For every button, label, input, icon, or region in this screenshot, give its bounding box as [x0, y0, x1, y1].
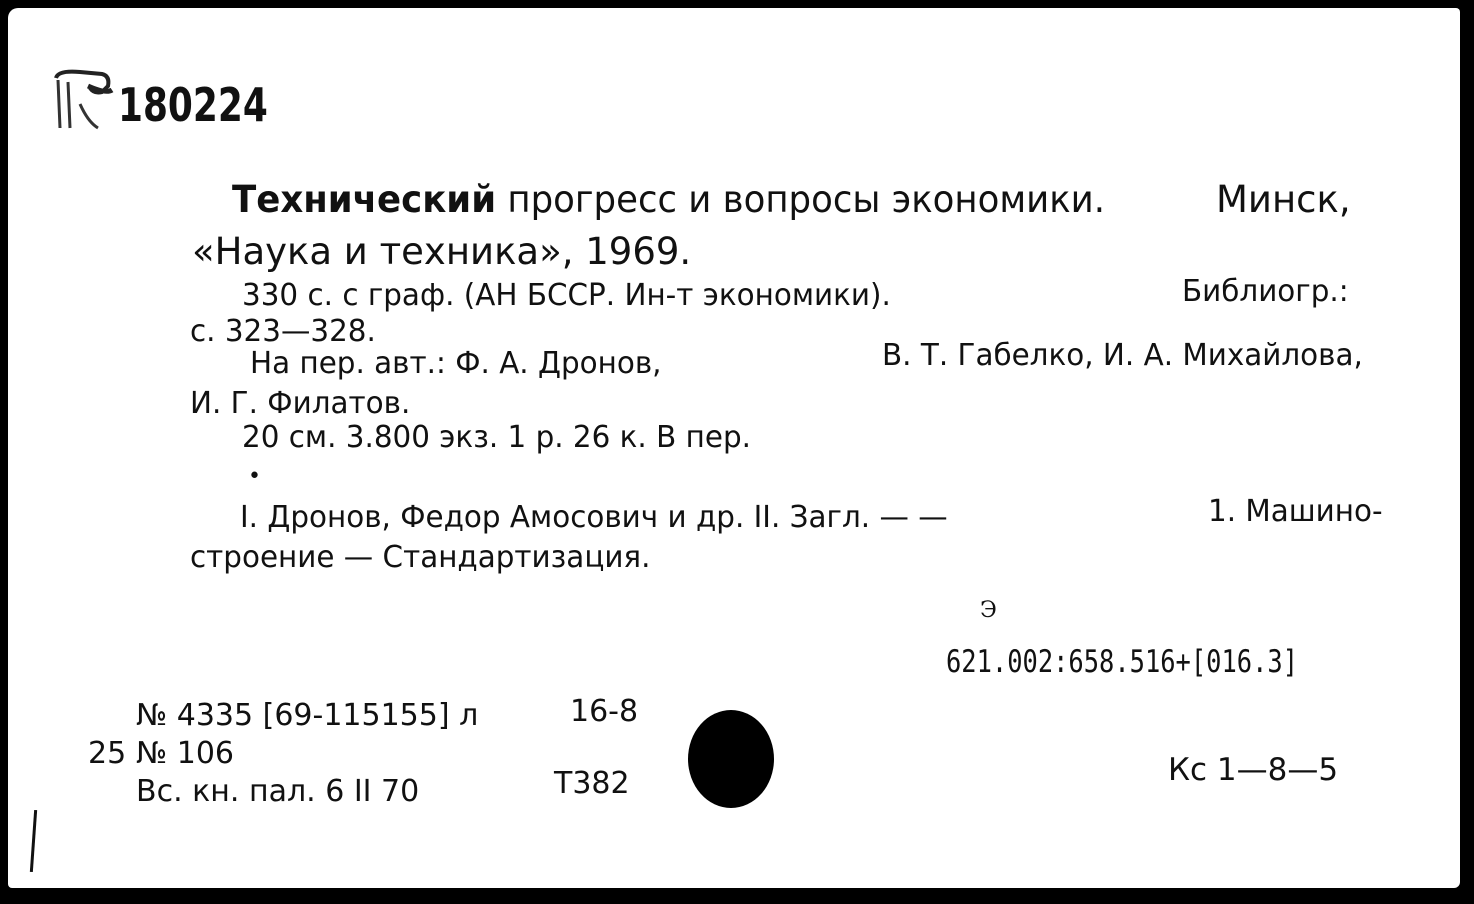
pencil-mark [30, 810, 37, 872]
city: Минск, [1216, 178, 1351, 221]
catalog-card [8, 8, 1460, 888]
udc-code: 621.002:658.516+[016.3] [946, 644, 1298, 680]
copies-count: 25 [88, 736, 127, 771]
register-line: Вс. кн. пал. 6 II 70 [136, 774, 420, 809]
stamp-frame-icon [50, 64, 120, 140]
handwritten-mark: Э [980, 598, 997, 623]
publisher-year: «Наука и техника», 1969. [192, 230, 692, 273]
separator-dot: • [248, 464, 261, 489]
title-bold: Технический [232, 178, 497, 221]
register-code: Т382 [554, 766, 630, 801]
punch-hole [688, 710, 774, 808]
authors-line-1a: На пер. авт.: Ф. А. Дронов, [250, 346, 662, 381]
order-code: 16-8 [570, 694, 639, 729]
authors-line-2: И. Г. Филатов. [190, 386, 411, 421]
pages-series: 330 с. с граф. (АН БССР. Ин-т экономики). [242, 278, 891, 313]
order-line: № 4335 [69-115155] л [136, 698, 479, 733]
title-line [232, 178, 1105, 221]
headings-line-1b: 1. Машино- [1208, 494, 1383, 529]
title-rest: прогресс и вопросы экономики. [496, 178, 1106, 221]
headings-line-2: строение — Стандартизация. [190, 540, 651, 575]
headings-line-1a: I. Дронов, Федор Амосович и др. II. Загл. — — [240, 500, 948, 535]
bibliography-pages: с. 323—328. [190, 314, 376, 349]
physical-description: 20 см. 3.800 экз. 1 р. 26 к. В пер. [242, 420, 751, 455]
authors-line-1b: В. Т. Габелко, И. А. Михайлова, [882, 338, 1363, 373]
classification-code: Кс 1—8—5 [1168, 752, 1339, 788]
inventory-number: 180224 [118, 78, 268, 132]
number-line: № 106 [136, 736, 234, 771]
bibliography-label: Библиогр.: [1182, 274, 1349, 309]
